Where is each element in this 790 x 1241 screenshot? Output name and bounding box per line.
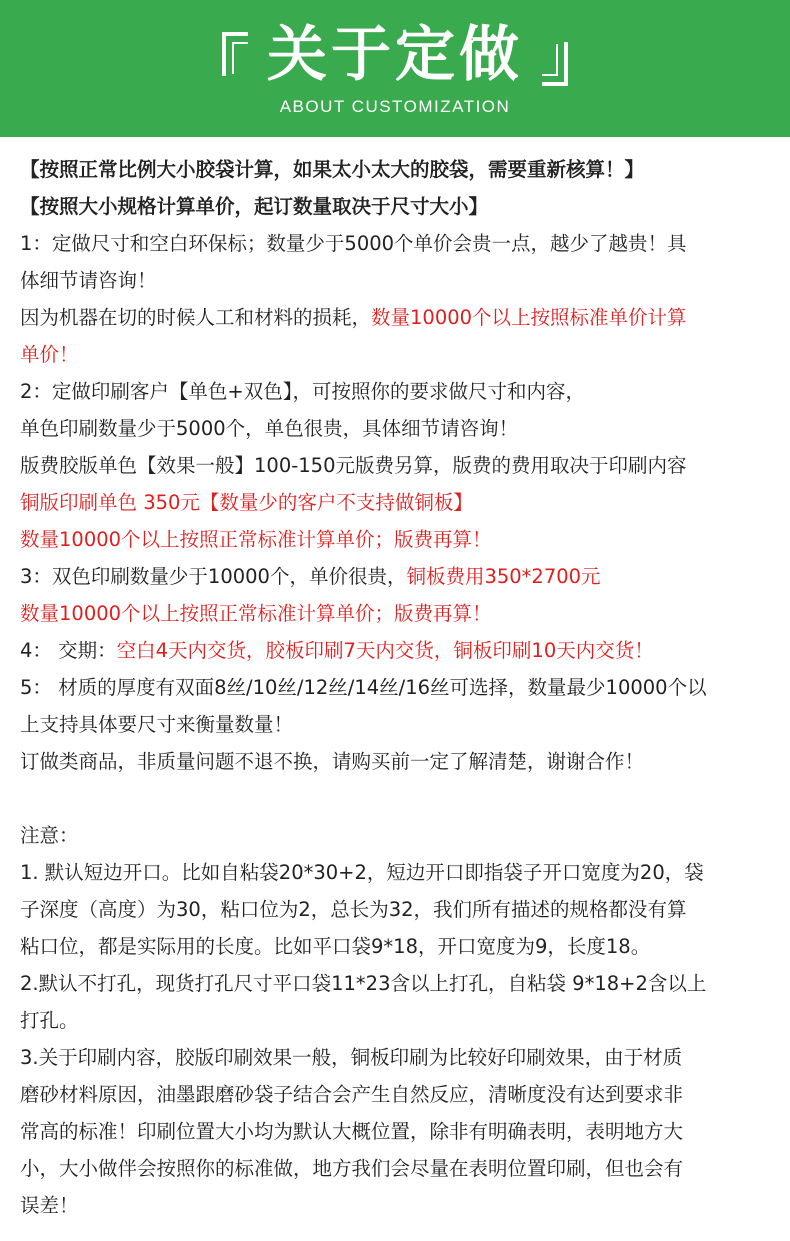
item-1-line-2: 体细节请咨询！ bbox=[20, 269, 157, 292]
item-5-line-1: 5： 材质的厚度有双面8丝/10丝/12丝/14丝/16丝可选择，数量最少10000个以 bbox=[20, 676, 707, 699]
note-line-3: 粘口位，都是实际用的长度。比如平口袋9*18，开口宽度为9，长度18。 bbox=[20, 935, 651, 958]
item-1-line-3 bbox=[20, 299, 770, 336]
item-2-line-4: 铜版印刷单色 350元【数量少的客户不支持做铜板】 bbox=[20, 491, 473, 514]
item-4-line-1 bbox=[20, 632, 770, 669]
note-line-9: 小，大小做伴会按照你的标准做，地方我们会尽量在表明位置印刷，但也会有 bbox=[20, 1157, 684, 1180]
page-title-text: 关于定做 bbox=[267, 20, 523, 90]
header-banner bbox=[0, 0, 790, 137]
note-line-5: 打孔。 bbox=[20, 1009, 79, 1032]
rule-line-1: 【按照正常比例大小胶袋计算，如果太小太大的胶袋，需要重新核算！】 bbox=[20, 158, 645, 181]
item-2-line-1: 2：定做印刷客户【单色+双色】，可按照你的要求做尺寸和内容， bbox=[20, 380, 585, 403]
item-1-line-4: 单价！ bbox=[20, 343, 79, 366]
note-line-2: 子深度（高度）为30，粘口位为2，总长为32，我们所有描述的规格都没有算 bbox=[20, 898, 687, 921]
text-span: 3：双色印刷数量少于10000个，单价很贵， bbox=[20, 565, 407, 588]
highlight-span: 数量10000个以上按照标准单价计算 bbox=[371, 306, 687, 329]
spacer bbox=[20, 780, 770, 817]
item-5-line-2: 上支持具体要尺寸来衡量数量！ bbox=[20, 713, 294, 736]
highlight-span: 铜板费用350*2700元 bbox=[406, 565, 601, 588]
policy-line: 订做类商品，非质量问题不退不换，请购买前一定了解清楚，谢谢合作！ bbox=[20, 750, 645, 773]
item-3-line-1 bbox=[20, 558, 770, 595]
text-span: 4： 交期： bbox=[20, 639, 117, 662]
left-bracket-icon bbox=[222, 32, 248, 76]
highlight-span: 空白4天内交货，胶板印刷7天内交货，铜板印刷10天内交货！ bbox=[116, 639, 654, 662]
note-line-8: 常高的标准！印刷位置大小均为默认大概位置，除非有明确表明，表明地方大 bbox=[20, 1120, 684, 1143]
note-line-7: 磨砂材料原因，油墨跟磨砂袋子结合会产生自然反应，清晰度没有达到要求非 bbox=[20, 1083, 684, 1106]
title-wrap bbox=[0, 18, 790, 92]
item-2-line-3: 版费胶版单色【效果一般】100-150元版费另算，版费的费用取决于印刷内容 bbox=[20, 454, 687, 477]
note-line-6: 3.关于印刷内容，胶版印刷效果一般，铜板印刷为比较好印刷效果，由于材质 bbox=[20, 1046, 683, 1069]
rule-line-2: 【按照大小规格计算单价，起订数量取决于尺寸大小】 bbox=[20, 195, 489, 218]
item-2-line-5: 数量10000个以上按照正常标准计算单价；版费再算！ bbox=[20, 528, 492, 551]
page-subtitle: ABOUT CUSTOMIZATION bbox=[279, 97, 511, 116]
note-line-4: 2.默认不打孔，现货打孔尺寸平口袋11*23含以上打孔，自粘袋 9*18+2含以上 bbox=[20, 972, 707, 995]
note-line-10: 误差！ bbox=[20, 1194, 79, 1217]
text-span: 因为机器在切的时候人工和材料的损耗， bbox=[20, 306, 372, 329]
item-2-line-2: 单色印刷数量少于5000个，单色很贵，具体细节请咨询！ bbox=[20, 417, 519, 440]
item-1-line-1: 1：定做尺寸和空白环保标；数量少于5000个单价会贵一点，越少了越贵！具 bbox=[20, 232, 687, 255]
right-bracket-icon bbox=[542, 42, 568, 86]
item-3-line-2: 数量10000个以上按照正常标准计算单价；版费再算！ bbox=[20, 602, 492, 625]
note-line-1: 1. 默认短边开口。比如自粘袋20*30+2，短边开口即指袋子开口宽度为20，袋 bbox=[20, 861, 704, 884]
notes-heading: 注意： bbox=[20, 824, 79, 847]
content-body bbox=[0, 137, 790, 1224]
page-title bbox=[267, 18, 523, 92]
